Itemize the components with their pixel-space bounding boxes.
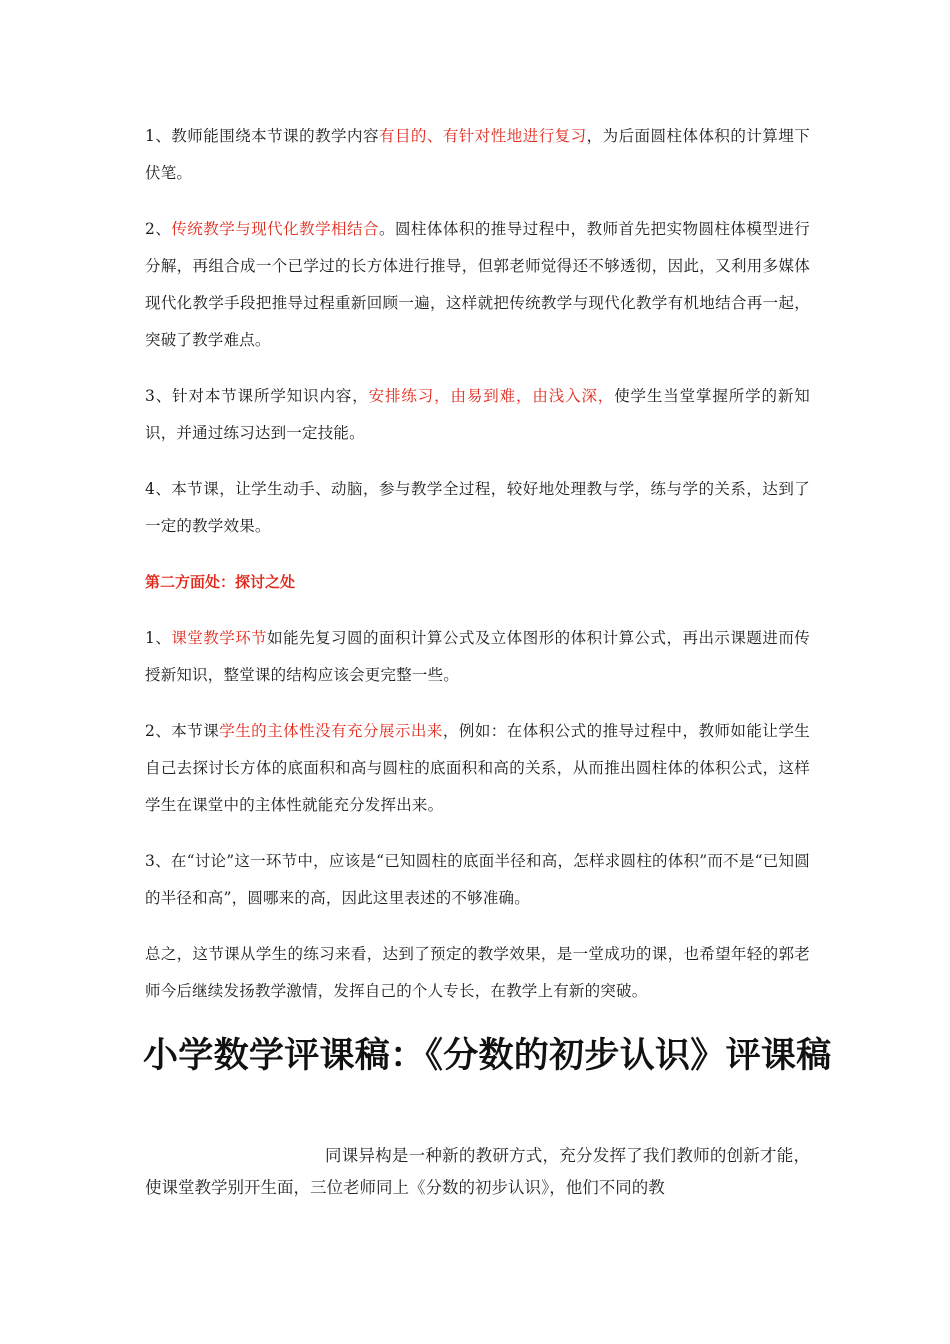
highlight-text: 课堂教学环节 bbox=[171, 629, 268, 647]
document-page bbox=[143, 118, 832, 1204]
paragraph-3 bbox=[145, 378, 810, 452]
highlight-text: 学生的主体性没有充分展示出来 bbox=[219, 722, 443, 740]
paragraph-text: 2、本节课 bbox=[145, 722, 220, 740]
section-heading: 第二方面处：探讨之处 bbox=[145, 573, 296, 591]
paragraph-text: 4、本节课，让学生动手、动脑，参与教学全过程，较好地处理教与学，练与学的关系，达到了一定的教学效果。 bbox=[145, 480, 810, 535]
paragraph-text: 2、 bbox=[145, 220, 172, 238]
paragraph-text: 3、针对本节课所学知识内容， bbox=[145, 387, 369, 405]
highlight-text: 传统教学与现代化教学相结合 bbox=[171, 220, 379, 238]
paragraph-1 bbox=[145, 118, 810, 192]
paragraph-text: ，为后面圆柱体体积的计算埋下伏笔。 bbox=[145, 127, 810, 182]
paragraph-text: 1、教师能围绕本节课的教学内容 bbox=[145, 127, 379, 145]
discussion-paragraph-1 bbox=[145, 620, 810, 694]
highlight-text: 安排练习，由易到难，由浅入深， bbox=[368, 387, 615, 405]
article-title: 小学数学评课稿：《分数的初步认识》评课稿 bbox=[143, 1036, 832, 1076]
paragraph-text: 3、在“讨论”这一环节中，应该是“已知圆柱的底面半径和高，怎样求圆柱的体积”而不是“已知圆的半径和高”，圆哪来的高，因此这里表述的不够准确。 bbox=[145, 852, 810, 907]
discussion-paragraph-3 bbox=[145, 843, 810, 917]
paragraph-text: 1、 bbox=[145, 629, 172, 647]
paragraph-text: 。圆柱体体积的推导过程中，教师首先把实物圆柱体模型进行分解，再组合成一个已学过的长方体进行推导，但郭老师觉得还不够透彻，因此，又利用多媒体现代化教学手段把推导过程重新回顾一遍，这样就把传统教学与现代化教学有机地结合再一起，突破了教学难点。 bbox=[145, 220, 811, 349]
discussion-paragraph-2 bbox=[145, 713, 810, 824]
paragraph-text: ，例如：在体积公式的推导过程中，教师如能让学生自己去探讨长方体的底面积和高与圆柱的底面积和高的关系，从而推出圆柱体的体积公式，这样学生在课堂中的主体性就能充分发挥出来。 bbox=[145, 722, 810, 814]
intro-paragraph: 同课异构是一种新的教研方式，充分发挥了我们教师的创新才能，使课堂教学别开生面，三位老师同上《分数的初步认识》，他们不同的教 bbox=[145, 1146, 810, 1197]
highlight-text: 有目的、有针对性地进行复习 bbox=[378, 127, 587, 145]
paragraph-text: 使学生当堂掌握所学的新知识，并通过练习达到一定技能。 bbox=[145, 387, 810, 442]
paragraph-2 bbox=[145, 211, 810, 359]
summary-paragraph: 总之，这节课从学生的练习来看，达到了预定的教学效果，是一堂成功的课，也希望年轻的郭老师今后继续发扬教学激情，发挥自己的个人专长，在教学上有新的突破。 bbox=[145, 945, 810, 1000]
paragraph-text: 如能先复习圆的面积计算公式及立体图形的体积计算公式，再出示课题进而传授新知识，整堂课的结构应该会更完整一些。 bbox=[145, 629, 810, 684]
paragraph-4 bbox=[145, 471, 810, 545]
